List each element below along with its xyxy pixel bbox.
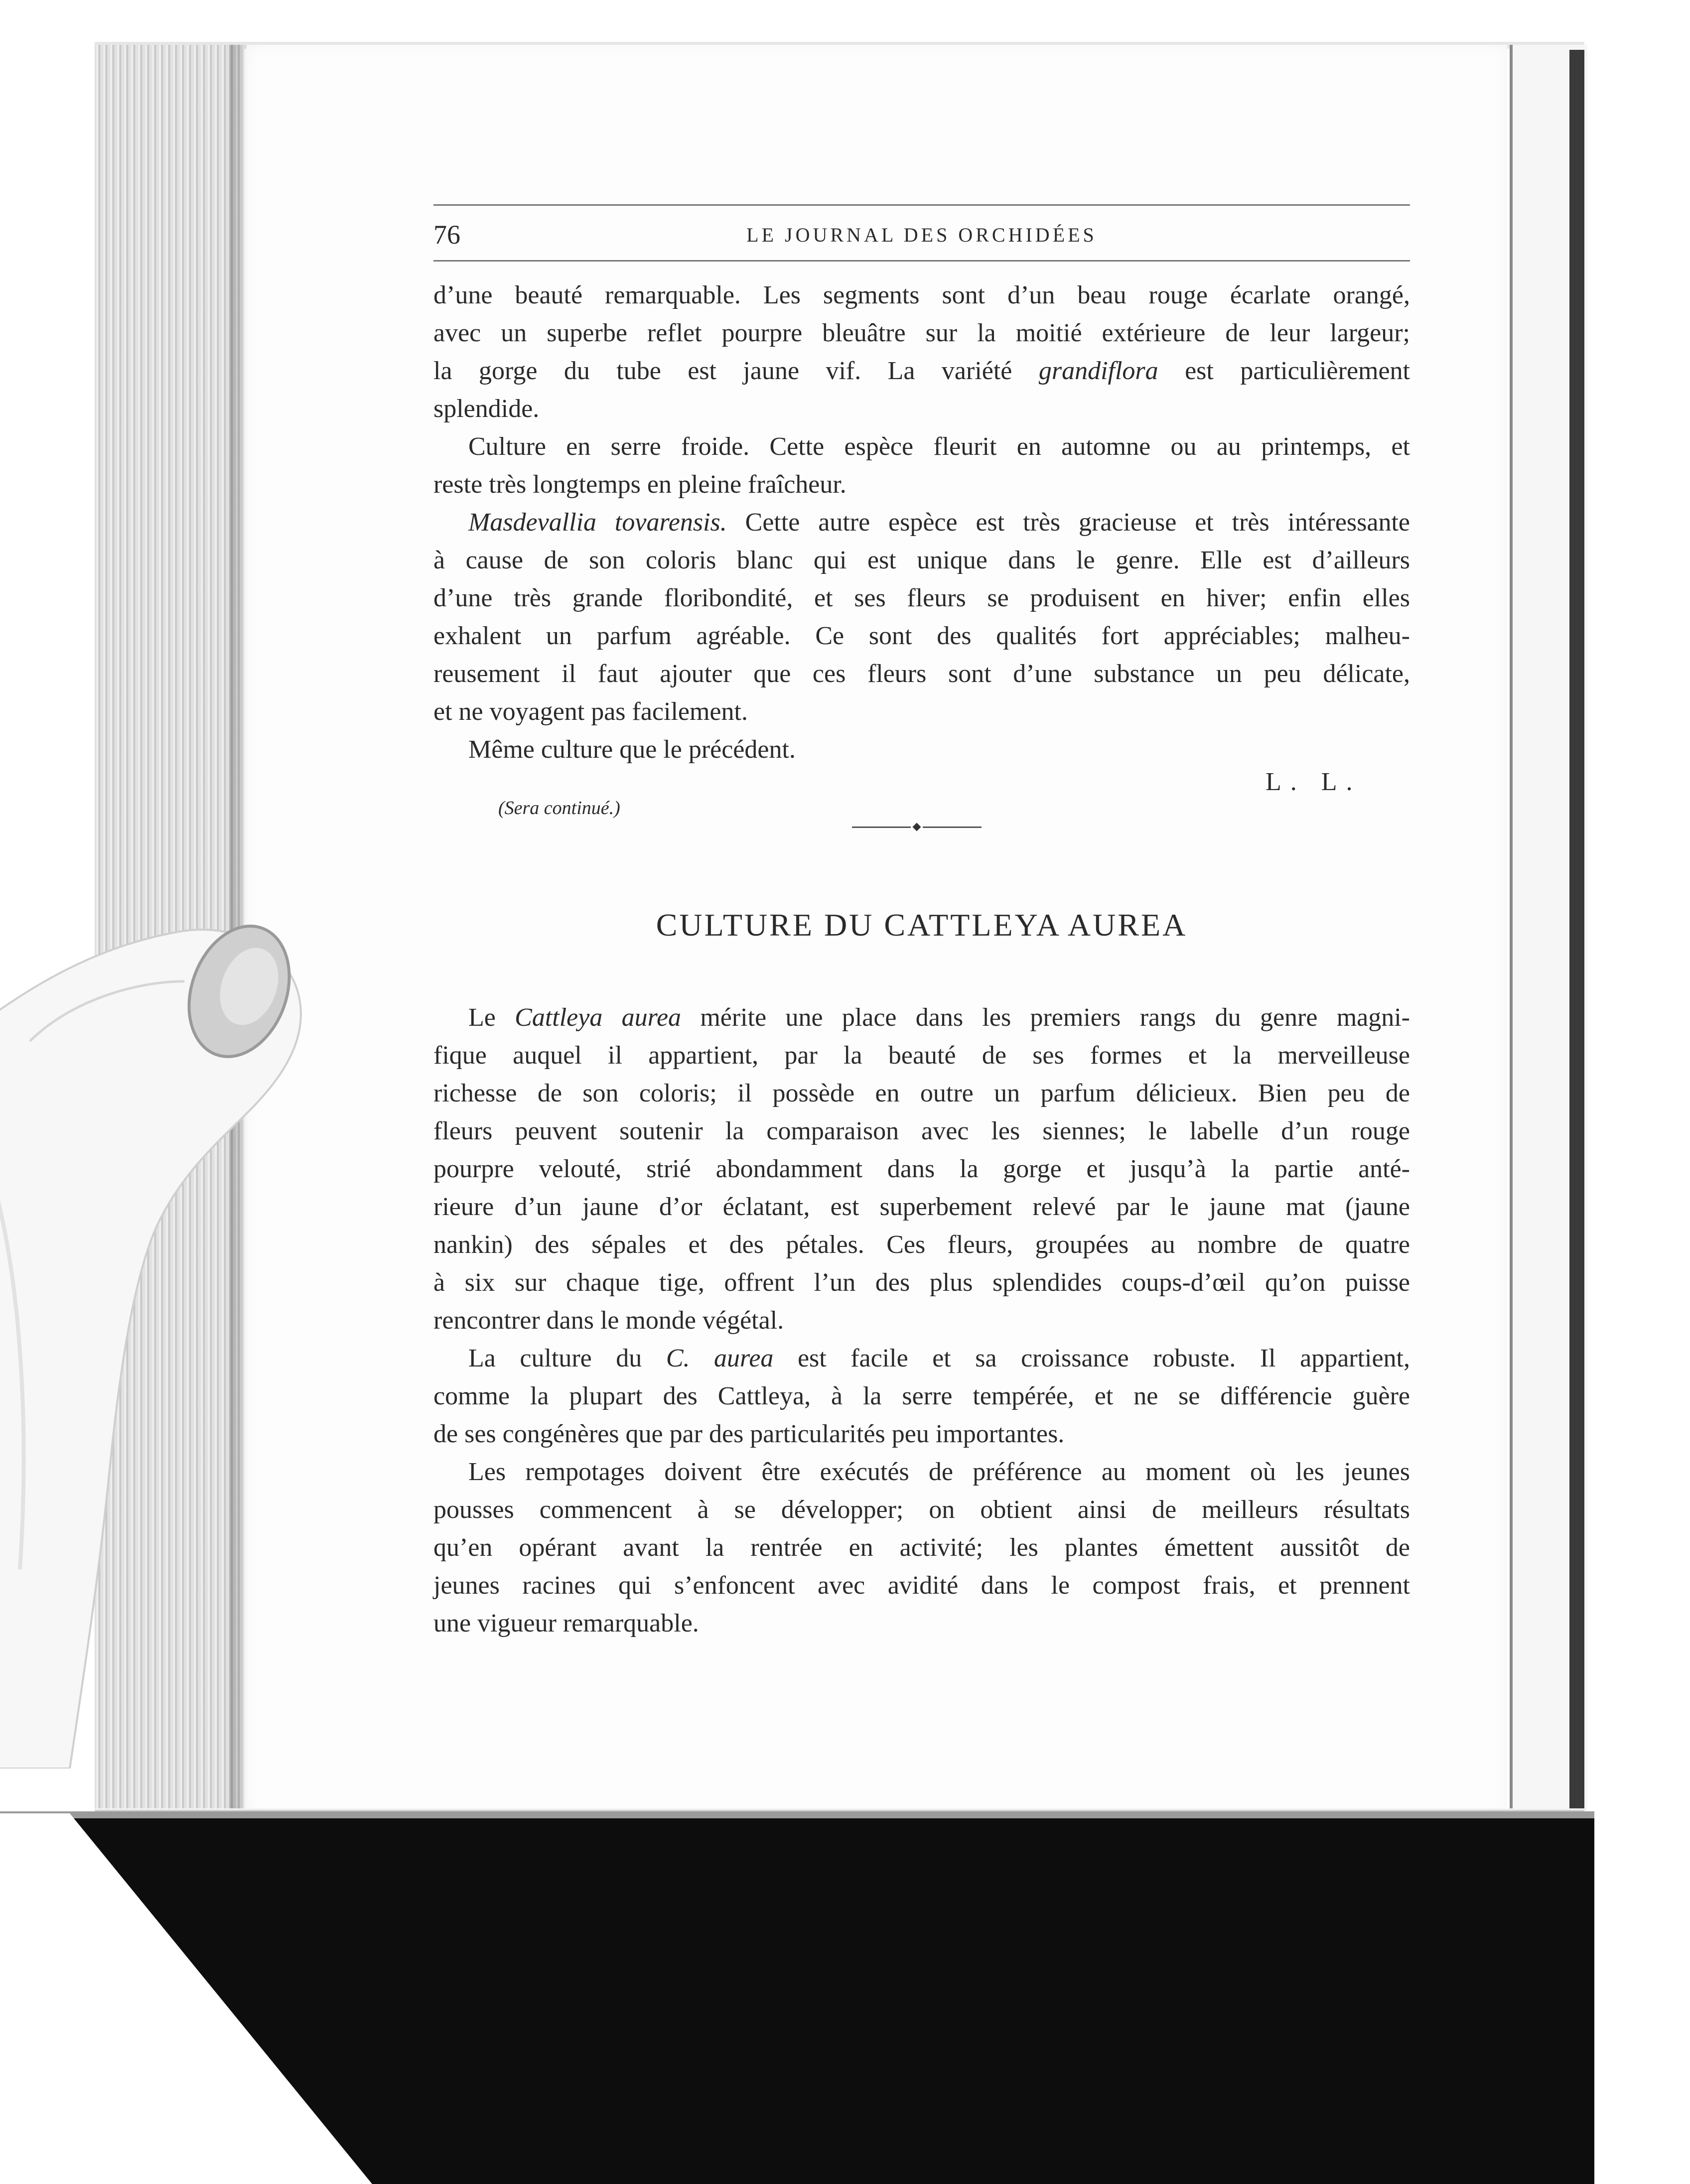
text-line: La culture du C. aurea est facile et sa croissance robuste. Il appartient, <box>468 1344 1410 1372</box>
text-line: jeunes racines qui s’enfoncent avec avidité dans le compost frais, et prennent <box>433 1571 1410 1600</box>
text-line: avec un superbe reflet pourpre bleuâtre sur la moitié extérieure de leur largeur; <box>433 319 1410 347</box>
page-number: 76 <box>433 220 460 250</box>
text-line: une vigueur remarquable. <box>433 1609 699 1638</box>
text-line: d’une beauté remarquable. Les segments sont d’un beau rouge écarlate orangé, <box>433 281 1410 309</box>
text-line: splendide. <box>433 395 540 423</box>
text-line: exhalent un parfum agréable. Ce sont des qualités fort appréciables; malheu- <box>433 622 1410 650</box>
text-line: et ne voyagent pas facilement. <box>433 697 748 726</box>
text-line: Le Cattleya aurea mérite une place dans les premiers rangs du genre magni- <box>468 1003 1410 1032</box>
header-rule-top <box>433 204 1410 206</box>
text-line: fleurs peuvent soutenir la comparaison avec les siennes; le labelle d’un rouge <box>433 1117 1410 1145</box>
text-line: richesse de son coloris; il possède en outre un parfum délicieux. Bien peu de <box>433 1079 1410 1107</box>
header-rule-bottom <box>433 260 1410 262</box>
text-line: Les rempotages doivent être exécutés de préférence au moment où les jeunes <box>468 1458 1410 1486</box>
text-line: la gorge du tube est jaune vif. La variété grandiflora est particulièrement <box>433 357 1410 385</box>
text-line: comme la plupart des Cattleya, à la serre tempérée, et ne se différencie guère <box>433 1382 1410 1410</box>
continued-note: (Sera continué.) <box>498 798 620 819</box>
text-line: rencontrer dans le monde végétal. <box>433 1306 784 1335</box>
text-line: Culture en serre froide. Cette espèce fleurit en automne ou au printemps, et <box>468 432 1410 461</box>
text-line: fique auquel il appartient, par la beauté de ses formes et la merveilleuse <box>433 1041 1410 1070</box>
article-body-text <box>433 999 1410 1642</box>
section-title: CULTURE DU CATTLEYA AUREA <box>656 907 1188 943</box>
text-line: rieure d’un jaune d’or éclatant, est superbement relevé par le jaune mat (jaune <box>433 1193 1410 1221</box>
section-divider-ornament <box>852 822 982 832</box>
text-line: pourpre velouté, strié abondamment dans la gorge et jusqu’à la partie anté- <box>433 1155 1410 1183</box>
text-line: Masdevallia tovarensis. Cette autre espèce est très gracieuse et très intéressante <box>468 508 1410 537</box>
text-line: de ses congénères que par des particularités peu importantes. <box>433 1420 1065 1448</box>
text-line: d’une très grande floribondité, et ses fleurs se produisent en hiver; enfin elles <box>433 584 1410 612</box>
thumb-holding-page <box>0 822 329 1769</box>
running-head <box>433 219 1410 259</box>
text-line: à cause de son coloris blanc qui est unique dans le genre. Elle est d’ailleurs <box>433 546 1410 574</box>
author-signature: L. L. <box>1266 768 1362 796</box>
text-line: reste très longtemps en pleine fraîcheur. <box>433 470 846 499</box>
text-line: Même culture que le précédent. <box>468 735 796 764</box>
book-cover-right-edge <box>1569 50 1584 1823</box>
text-line: qu’en opérant avant la rentrée en activité; les plantes émettent aussitôt de <box>433 1533 1410 1562</box>
article-continuation-text <box>433 276 1410 769</box>
text-line: à six sur chaque tige, offrent l’un des plus splendides coups-d’œil qu’on puisse <box>433 1268 1410 1297</box>
text-line: pousses commencent à se développer; on obtient ainsi de meilleurs résultats <box>433 1496 1410 1524</box>
journal-title: LE JOURNAL DES ORCHIDÉES <box>746 224 1097 246</box>
text-line: reusement il faut ajouter que ces fleurs sont d’une substance un peu délicate, <box>433 660 1410 688</box>
text-line: nankin) des sépales et des pétales. Ces fleurs, groupées au nombre de quatre <box>433 1230 1410 1259</box>
